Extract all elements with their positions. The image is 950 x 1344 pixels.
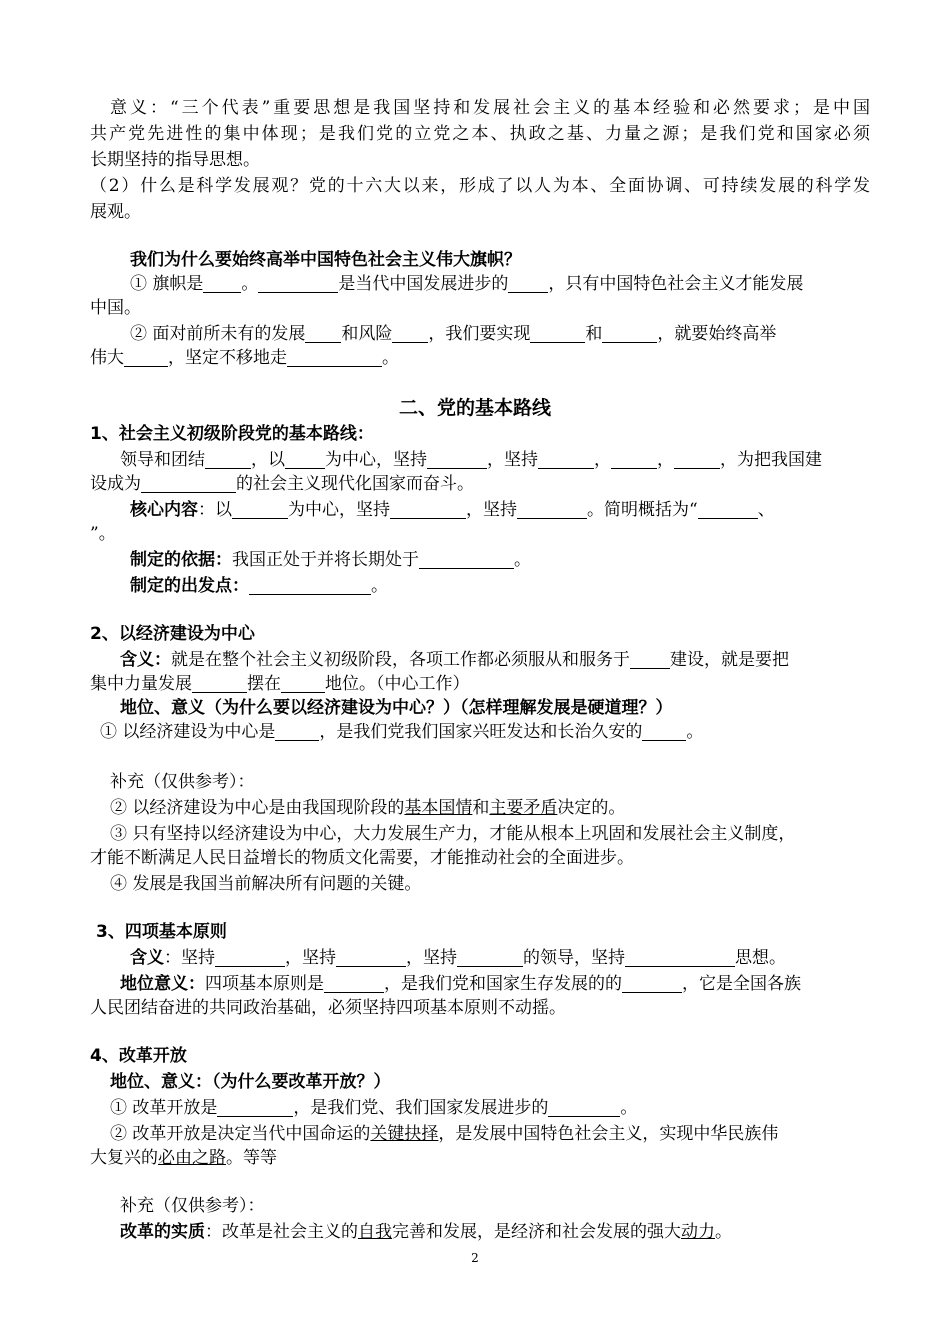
text: ② 面对前所未有的发展 (130, 324, 306, 344)
text-line (120, 1220, 870, 1244)
fill-blank[interactable] (392, 324, 428, 343)
text: ，坚持 (487, 450, 538, 470)
fill-blank[interactable] (457, 948, 523, 967)
text-line (90, 1146, 870, 1170)
text-line (90, 472, 870, 496)
fill-blank[interactable] (611, 450, 657, 469)
fill-blank[interactable] (336, 948, 406, 967)
text: ，以 (251, 450, 285, 470)
fill-blank[interactable] (538, 450, 594, 469)
text: ，是我们党、我们国家发展进步的 (293, 1098, 549, 1118)
text: 就是在整个社会主义初级阶段，各项工作都必须服从和服务于 (171, 650, 630, 670)
fill-blank[interactable] (203, 274, 241, 293)
text-line: 展观。 (90, 202, 141, 222)
text: ：改革是社会主义的 (205, 1222, 358, 1242)
question-line (130, 322, 870, 346)
page-number: 2 (471, 1251, 479, 1265)
text-line (110, 1096, 870, 1120)
fill-blank[interactable] (287, 348, 382, 367)
text-line (90, 96, 870, 120)
section-title: 二、党的基本路线 (398, 397, 551, 419)
text: 是当代中国发展进步的 (338, 274, 509, 294)
text: ：以 (198, 500, 232, 520)
text: 和风险 (341, 324, 393, 344)
text: 领导和团结 (120, 450, 205, 470)
text: ，是我们党和国家生存发展的的 (384, 974, 622, 994)
subsection-subheading: 地位、意义（为什么要以经济建设为中心？）（怎样理解发展是硬道理？） (120, 698, 673, 718)
text: 我国正处于并将长期处于 (232, 550, 419, 570)
text: 。简明概括为“ (587, 500, 698, 520)
underlined-term: 动力 (681, 1222, 715, 1242)
text: 大复兴的 (90, 1148, 158, 1168)
fill-blank[interactable] (205, 450, 251, 469)
text: ，是发展中国特色社会主义，实现中华民族伟 (438, 1124, 779, 1144)
text: ， (657, 450, 674, 470)
fill-blank[interactable] (602, 324, 657, 343)
fill-blank[interactable] (215, 948, 285, 967)
text: ② 改革开放是决定当代中国命运的 (110, 1124, 371, 1144)
text: 、 (757, 500, 775, 520)
text: 。 (620, 1098, 638, 1118)
text-line: 共产党先进性的集中体现；是我们党的立党之本、执政之基、力量之源；是我们党和国家必须 (90, 124, 870, 144)
text-line: 中国。 (90, 298, 141, 318)
underlined-term: 基本国情 (404, 798, 473, 818)
text: 和 (472, 798, 490, 818)
text: 集中力量发展 (90, 674, 192, 694)
text: 。 (382, 348, 399, 368)
text: ，坚持 (285, 948, 336, 968)
text: 完善和发展，是经济和社会发展的强大 (392, 1222, 681, 1242)
text-line: 才能不断满足人民日益增长的物质文化需要，才能推动社会的全面进步。 (90, 848, 634, 868)
text-line (130, 548, 870, 572)
fill-blank[interactable] (548, 1098, 620, 1117)
text-line (100, 720, 870, 744)
fill-blank[interactable] (427, 450, 487, 469)
text: 地位。（中心工作） (325, 674, 470, 694)
fill-blank[interactable] (275, 722, 319, 741)
supplement-label: 补充（仅供参考）： (120, 1196, 265, 1216)
text-line (120, 972, 870, 996)
text: 思想。 (735, 948, 786, 968)
label: 核心内容 (130, 500, 198, 520)
text-line (110, 1122, 870, 1146)
fill-blank[interactable] (124, 348, 168, 367)
fill-blank[interactable] (517, 500, 587, 519)
text: 为中心，坚持 (325, 450, 427, 470)
label: 制定的出发点： (130, 576, 249, 596)
text: ，它是全国各族 (682, 974, 801, 994)
label: 改革的实质 (120, 1222, 205, 1242)
fill-blank[interactable] (249, 576, 371, 595)
text: ，就要始终高举 (657, 324, 777, 344)
text-line (130, 574, 870, 598)
text: 。 (686, 722, 704, 742)
text-line: ③ 只有坚持以经济建设为中心，大力发展生产力，才能从根本上巩固和发展社会主义制度， (110, 824, 796, 844)
fill-blank[interactable] (508, 274, 548, 293)
fill-blank[interactable] (281, 674, 325, 693)
fill-blank[interactable] (674, 450, 720, 469)
underlined-term: 主要矛盾 (489, 798, 558, 818)
underlined-term: 必由之路 (158, 1148, 226, 1168)
text: 。等等 (226, 1148, 277, 1168)
fill-blank[interactable] (625, 948, 735, 967)
text-line: ④ 发展是我国当前解决所有问题的关键。 (110, 874, 422, 894)
text: ② 以经济建设为中心是由我国现阶段的 (110, 798, 405, 818)
text: ，坚定不移地走 (168, 348, 287, 368)
text: 和 (585, 324, 603, 344)
text: 设成为 (90, 474, 141, 494)
fill-blank[interactable] (390, 500, 466, 519)
text-line (120, 448, 870, 472)
fill-blank[interactable] (324, 974, 384, 993)
fill-blank[interactable] (305, 324, 341, 343)
supplement-label: 补充（仅供参考）： (110, 772, 255, 792)
text: 决定的。 (557, 798, 626, 818)
text: ，我们要实现 (428, 324, 531, 344)
text: 建设，就是要把 (670, 650, 789, 670)
text: 。 (514, 550, 531, 570)
fill-blank[interactable] (232, 500, 288, 519)
subsection-subheading: 地位、意义：（为什么要改革开放？） (110, 1072, 391, 1092)
fill-blank[interactable] (141, 474, 236, 493)
text: 意义：“三个代表”重要思想是我国坚持和发展社会主义的基本经验和必然要求；是中国 (110, 98, 870, 118)
subsection-heading: 1、社会主义初级阶段党的基本路线： (90, 424, 374, 444)
text: 为中心，坚持 (288, 500, 390, 520)
label: 制定的依据： (130, 550, 232, 570)
text-line: 人民团结奋进的共同政治基础，必须坚持四项基本原则不动摇。 (90, 998, 566, 1018)
fill-blank[interactable] (622, 974, 682, 993)
text: ，为把我国建 (720, 450, 822, 470)
underlined-term: 关键抉择 (370, 1124, 439, 1144)
fill-blank[interactable] (530, 324, 585, 343)
fill-blank[interactable] (419, 550, 514, 569)
subsection-heading: 3、四项基本原则 (96, 922, 227, 942)
text: ：坚持 (164, 948, 215, 968)
subsection-heading: 2、以经济建设为中心 (90, 624, 255, 644)
text: ， (594, 450, 611, 470)
text: 摆在 (247, 674, 281, 694)
text: ，坚持 (406, 948, 457, 968)
fill-blank[interactable] (698, 500, 758, 519)
fill-blank[interactable] (258, 274, 338, 293)
subsection-heading: 4、改革开放 (90, 1046, 187, 1066)
text-line (130, 946, 870, 970)
question-heading: 我们为什么要始终高举中国特色社会主义伟大旗帜？ (130, 250, 521, 270)
text: ，坚持 (466, 500, 517, 520)
question-line (90, 346, 870, 370)
fill-blank[interactable] (642, 722, 686, 741)
text: 四项基本原则是 (205, 974, 324, 994)
text-line: 长期坚持的指导思想。 (90, 150, 260, 170)
question-line (130, 272, 870, 296)
text: ① 旗帜是 (130, 274, 204, 294)
label: 含义： (120, 650, 171, 670)
fill-blank[interactable] (192, 674, 247, 693)
text-line: ”。 (90, 524, 116, 544)
text: 。 (371, 576, 388, 596)
text: ① 以经济建设为中心是 (100, 722, 276, 742)
text: 。 (241, 274, 259, 294)
text: ① 改革开放是 (110, 1098, 218, 1118)
text-line (120, 648, 870, 672)
text-line (110, 796, 870, 820)
text-line: （2）什么是科学发展观？党的十六大以来，形成了以人为本、全面协调、可持续发展的科学发 (90, 176, 870, 196)
text: 。 (715, 1222, 732, 1242)
text-line (90, 672, 870, 696)
text: 的社会主义现代化国家而奋斗。 (236, 474, 474, 494)
fill-blank[interactable] (630, 650, 670, 669)
label: 含义 (130, 948, 164, 968)
text: ，只有中国特色社会主义才能发展 (548, 274, 804, 294)
text-line (130, 498, 870, 522)
text: 的领导，坚持 (523, 948, 625, 968)
label: 地位意义： (120, 974, 205, 994)
underlined-term: 自我 (358, 1222, 392, 1242)
text: 伟大 (90, 348, 124, 368)
fill-blank[interactable] (285, 450, 325, 469)
fill-blank[interactable] (217, 1098, 293, 1117)
text: ，是我们党我们国家兴旺发达和长治久安的 (319, 722, 643, 742)
